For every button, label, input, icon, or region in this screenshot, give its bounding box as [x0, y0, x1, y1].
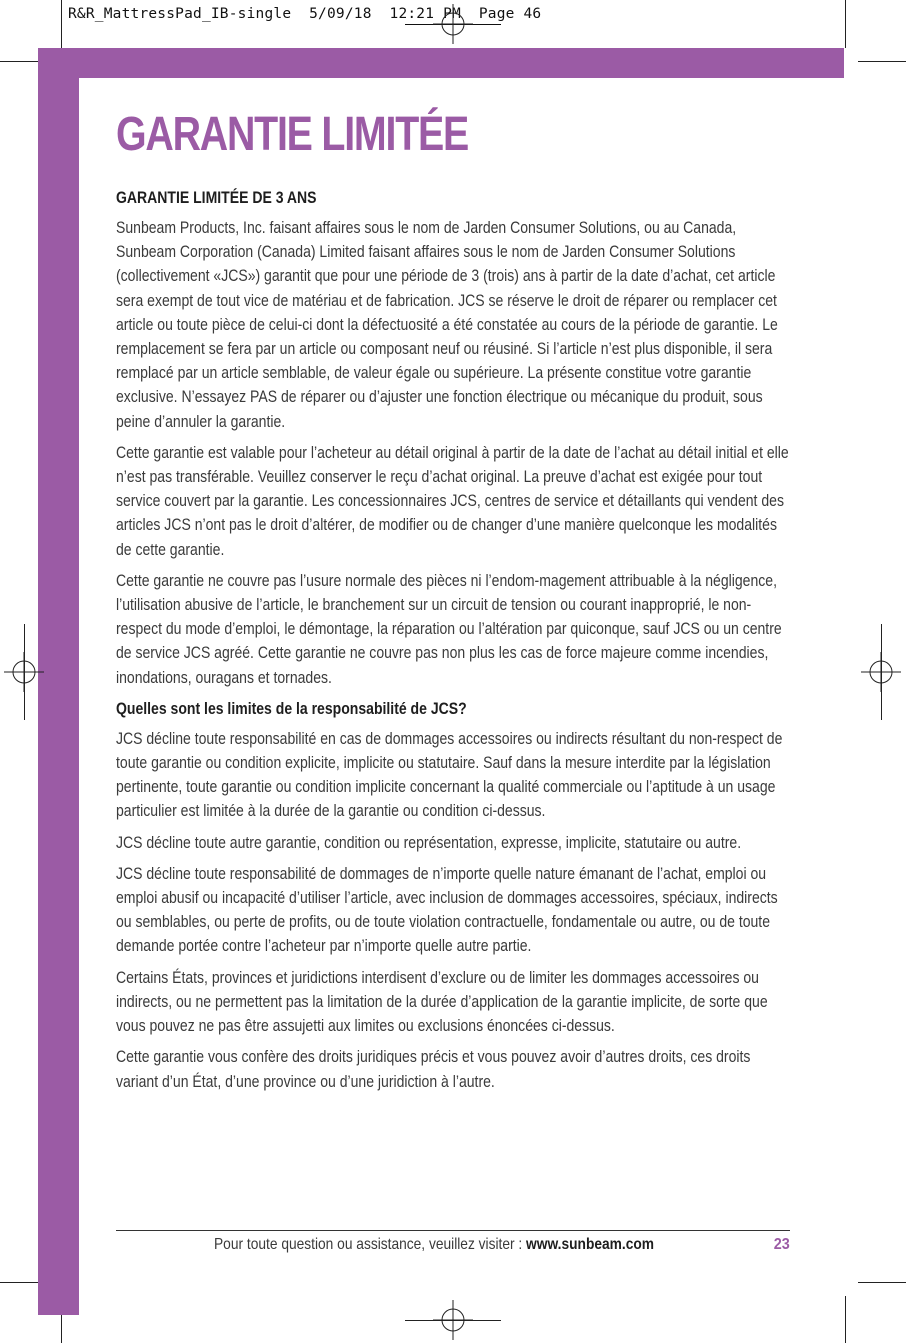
paragraph: Cette garantie ne couvre pas l’usure normale des pièces ni l’endom-magement attribuable à la négligence, l’utilisation abusive de l’article, le branchement sur un circuit de tension ou courant inapproprié, le non-respect du mode d’emploi, le démontage, la réparation ou l’altération par quiconque, sauf JCS ou un centre de service JCS agréé. Cette garantie ne couvre pas non plus les cas de force majeure comme incendies, inondations, ouragans et tornades. [116, 570, 782, 687]
crop-mark [845, 0, 846, 48]
subheading: Quelles sont les limites de la responsabilité de JCS? [116, 698, 467, 718]
accent-band-top [38, 48, 844, 78]
footer-text: Pour toute question ou assistance, veuillez visiter : [214, 1236, 527, 1253]
footer-divider [116, 1230, 790, 1231]
paragraph: Sunbeam Products, Inc. faisant affaires sous le nom de Jarden Consumer Solutions, ou au Canada, Sunbeam Corporation (Canada) Limited faisant affaires sous le nom de Jarden Consumer Solutions (collectivement «JCS») garantit que pour une période de 3 (trois) ans à partir de la date d’achat, cet article sera exempt de tout vice de matériau et de fabrication. JCS se réserve le droit de réparer ou remplacer cet article ou toute pièce de celui-ci dont la défectuosité a été constatée au cours de la période de garantie. Le remplacement se fera par un article ou composant neuf ou réusiné. Si l’article n’est plus disponible, il sera remplacé par un article semblable, de valeur égale ou supérieure. La présente constitue votre garantie exclusive. N’essayez PAS de réparer ou d’ajuster une fonction électrique ou mécanique du produit, sous peine d’annuler la garantie. [116, 218, 778, 431]
page-number: 23 [773, 1236, 790, 1253]
crop-mark [24, 624, 25, 720]
footer [116, 1234, 790, 1258]
accent-band-left [38, 48, 79, 1315]
crop-mark [845, 1296, 846, 1343]
slug-time: 12:21 PM [389, 6, 461, 22]
paragraph: JCS décline toute autre garantie, condition ou représentation, expresse, implicite, statutaire ou autre. [116, 832, 742, 852]
crop-mark [881, 624, 882, 720]
slug-date: 5/09/18 [309, 6, 372, 22]
paragraph: Cette garantie est valable pour l’acheteur au détail original à partir de la date de l’achat au détail initial et elle n’est pas transférable. Veuillez conserver le reçu d’achat original. La preuve d’achat est exigée pour tout service couvert par la garantie. Les concessionnaires JCS, centres de service et détaillants qui vendent des articles JCS n’ont pas le droit d’altérer, de modifier ou de changer d’une manière quelconque les modalités de cette garantie. [116, 442, 789, 559]
crop-mark [858, 1282, 906, 1283]
registration-mark-icon [433, 4, 473, 44]
page-title: GARANTIE LIMITÉE [116, 108, 469, 161]
paragraph: Cette garantie vous confère des droits juridiques précis et vous pouvez avoir d’autres droits, ces droits variant d’un État, d’une province ou d’une juridiction à l’autre. [116, 1047, 751, 1091]
warranty-content [116, 186, 792, 1101]
footer-text-wrap [214, 1234, 654, 1256]
crop-mark [405, 1320, 501, 1321]
paragraph: JCS décline toute responsabilité de dommages de n’importe quelle nature émanant de l’achat, emploi ou emploi abusif ou incapacité d’utiliser l’article, avec inclusion de dommages accessoires, spéciaux, indirects ou semblables, ou perte de profits, ou de toute violation contractuelle, fondamentale ou autre, ou de toute demande portée contre l’acheteur par n’importe quelle autre partie. [116, 863, 778, 956]
slug-page: Page 46 [478, 6, 542, 22]
crop-mark [61, 0, 62, 48]
slug-file: R&R_MattressPad_IB-single [68, 6, 292, 22]
paragraph: JCS décline toute responsabilité en cas de dommages accessoires ou indirects résultant du non-respect de toute garantie ou condition explicite, implicite ou statutaire. Sauf dans la mesure interdite par la législation pertinente, toute garantie ou condition implicite concernant la qualité commerciale ou l’aptitude à un usage particulier est limitée à la durée de la garantie ou condition ci-dessus. [116, 728, 783, 821]
paragraph: Certains États, provinces et juridictions interdisent d’exclure ou de limiter les dommages accessoires ou indirects, ou ne permettent pas la limitation de la durée d’application de la garantie implicite, de sorte que vous pouvez ne pas être assujetti aux limites ou exclusions énoncées ci-dessus. [116, 967, 768, 1036]
section-heading: GARANTIE LIMITÉE DE 3 ANS [116, 188, 317, 207]
crop-mark [858, 61, 906, 62]
footer-url-link[interactable]: www.sunbeam.com [526, 1236, 655, 1253]
